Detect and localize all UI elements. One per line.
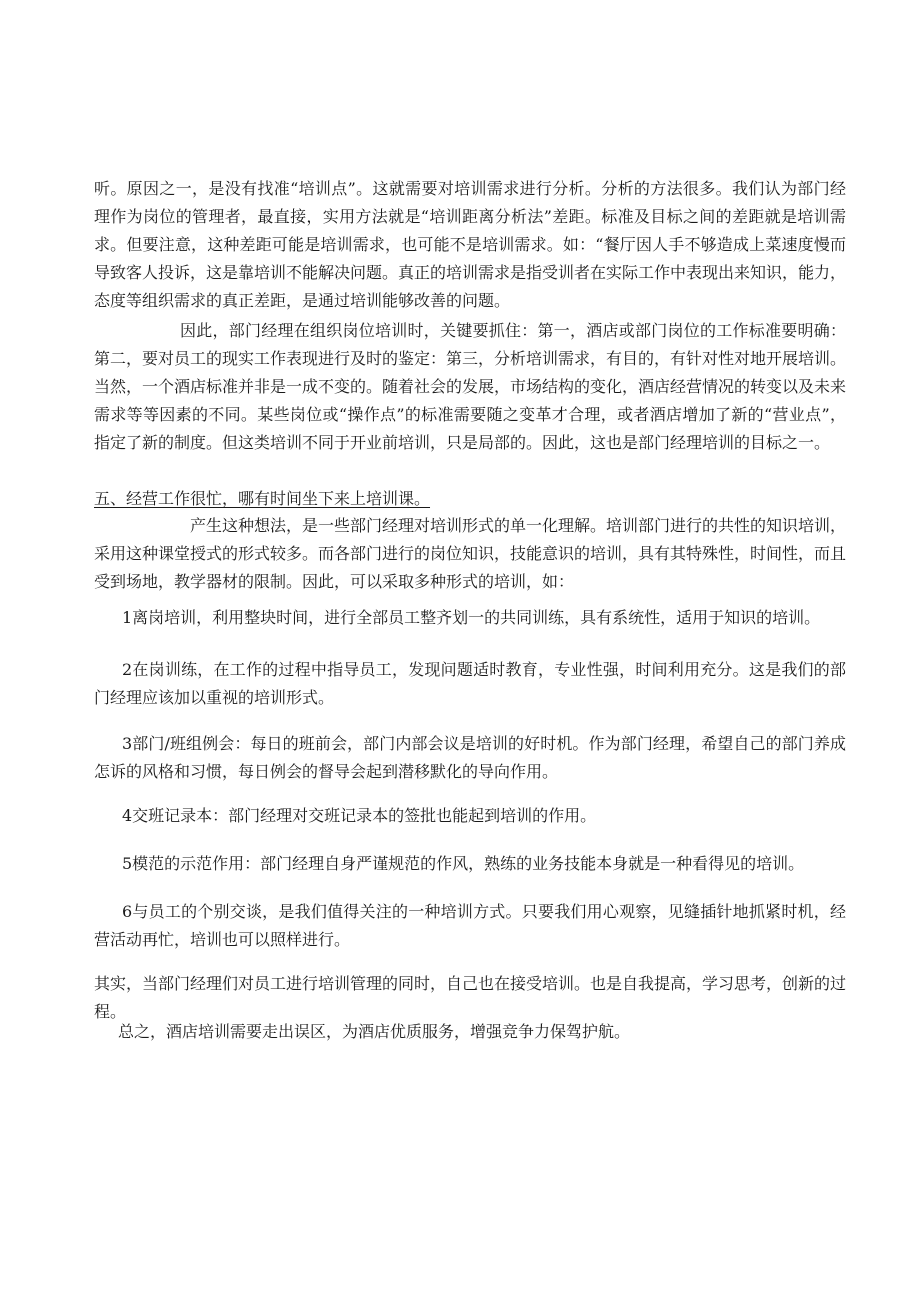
section-five-heading: 五、经营工作很忙，哪有时间坐下来上培训课。 bbox=[94, 489, 431, 508]
paragraph-key-points: 因此，部门经理在组织岗位培训时，关键要抓住：第一，酒店或部门岗位的工作标准要明确：第二，要对员工的现实工作表现进行及时的鉴定：第三，分析培训需求，有目的，有针对性对地开展培训。当然，一个酒店标准并非是一成不变的。随着社会的发展，市场结构的变化，酒店经营情况的转变以及未来需求等等因素的不同。某些岗位或“操作点”的标准需要随之变革才合理，或者酒店增加了新的“营业点”，指定了新的制度。但这类培训不同于开业前培训，只是局部的。因此，这也是部门经理培训的目标之一。 bbox=[94, 321, 847, 452]
list-item-offsite-training: 1离岗培训，利用整块时间，进行全部员工整齐划一的共同训练，具有系统性，适用于知识的培训。 bbox=[122, 608, 821, 627]
list-item-handover-log: 4交班记录本：部门经理对交班记录本的签批也能起到培训的作用。 bbox=[122, 806, 597, 825]
list-item-role-model: 5模范的示范作用：部门经理自身严谨规范的作风，熟练的业务技能本身就是一种看得见的培训。 bbox=[122, 854, 805, 873]
paragraph-training-forms-intro: 产生这种想法，是一些部门经理对培训形式的单一化理解。培训部门进行的共性的知识培训，采用这种课堂授式的形式较多。而各部门进行的岗位知识，技能意识的培训，具有其特殊性，时间性，而且受到场地，教学器材的限制。因此，可以采取多种形式的培训，如： bbox=[94, 516, 847, 591]
list-item-individual-talk: 6与员工的个别交谈，是我们值得关注的一种培训方式。只要我们用心观察，见缝插针地抓紧时机，经营活动再忙，培训也可以照样进行。 bbox=[94, 902, 846, 949]
list-item-daily-meeting: 3部门/班组例会：每日的班前会，部门内部会议是培训的好时机。作为部门经理，希望自己的部门养成怎诉的风格和习惯，每日例会的督导会起到潜移默化的导向作用。 bbox=[94, 734, 846, 781]
paragraph-training-needs-analysis: 听。原因之一，是没有找准“培训点”。这就需要对培训需求进行分析。分析的方法很多。我们认为部门经理作为岗位的管理者，最直接，实用方法就是“培训距离分析法”差距。标准及目标之间的差距就是培训需求。但要注意，这种差距可能是培训需求，也可能不是培训需求。如：“餐厅因人手不够造成上菜速度慢而导致客人投诉，这是靠培训不能解决问题。真正的培训需求是指受训者在实际工作中表现出来知识，能力，态度等组织需求的真正差距，是通过培训能够改善的问题。 bbox=[94, 179, 847, 310]
list-item-onsite-training: 2在岗训练，在工作的过程中指导员工，发现问题适时教育，专业性强，时间利用充分。这是我们的部门经理应该加以重视的培训形式。 bbox=[94, 660, 846, 707]
paragraph-conclusion: 总之，酒店培训需要走出误区，为酒店优质服务，增强竞争力保驾护航。 bbox=[118, 1022, 631, 1041]
paragraph-self-improvement: 其实，当部门经理们对员工进行培训管理的同时，自己也在接受培训。也是自我提高，学习思考，创新的过程。 bbox=[94, 974, 847, 1021]
